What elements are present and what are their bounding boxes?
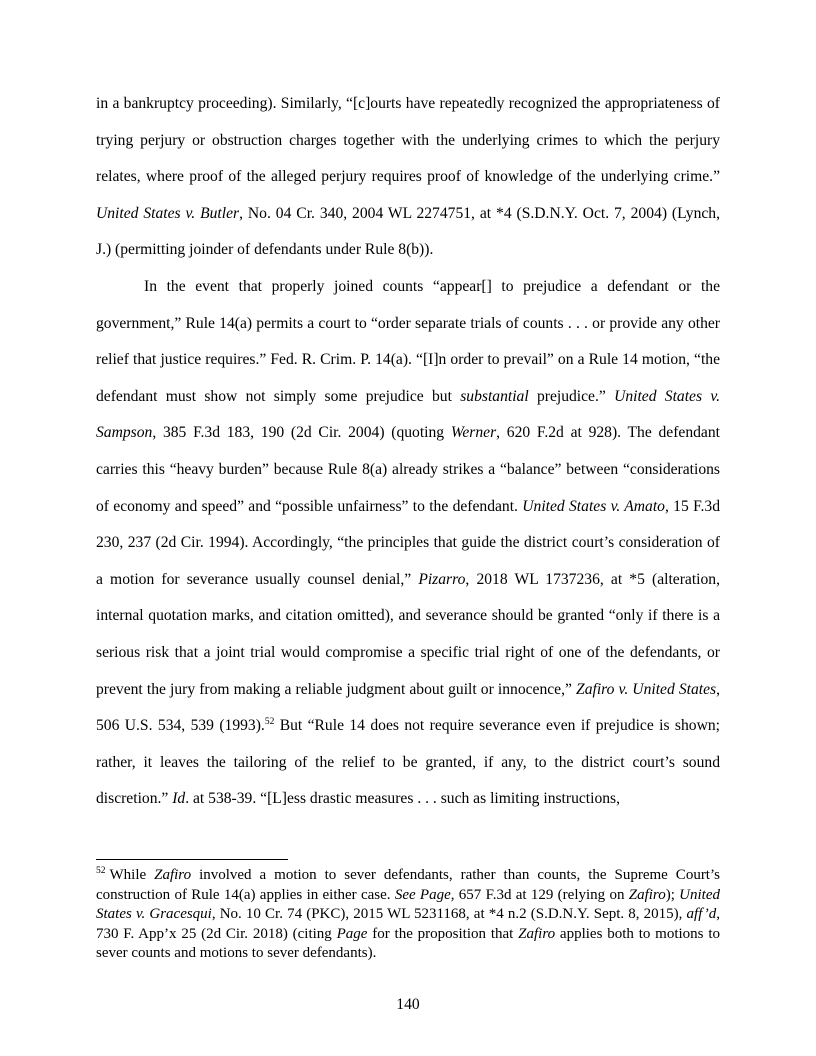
text-run: In the event that properly joined counts “appear[] to prejudice a defendant or the government,” Rule 14(a) permits a court to “order separate trials of counts . . . or provide any other relief that justice requires.” Fed. R. Crim. P. 14(a). “[I]n order to prevail” on a Rule 14 motion, “the defendant must show not simply some prejudice but: [96, 277, 720, 405]
case-citation: Pizarro: [418, 570, 466, 588]
case-citation: Zafiro: [518, 925, 556, 942]
case-citation: See Page: [394, 886, 451, 903]
footnote-number: 52: [96, 866, 106, 876]
text-run: , 385 F.3d 183, 190 (2d Cir. 2004) (quoting: [152, 424, 451, 442]
text-run: applies both to motions to sever counts and motions to sever defendants).: [96, 925, 720, 962]
text-run: for the proposition that: [367, 925, 519, 942]
page-number: 140: [396, 996, 420, 1013]
footnote: [96, 866, 720, 964]
case-citation: Werner: [450, 424, 497, 442]
text-run: prejudice.”: [528, 387, 615, 405]
text-run: , 620 F.2d at 928). The defendant carries this “heavy burden” because Rule 8(a) already strikes a “balance” between “considerations of economy and speed” and “possible unfairness” to the defendant.: [96, 424, 720, 515]
footnotes: [96, 866, 720, 964]
text-run: , No. 10 Cr. 74 (PKC), 2015 WL 5231168, at *4 n.2 (S.D.N.Y. Sept. 8, 2015),: [211, 906, 687, 923]
text-run: , 730 F. App’x 25 (2d Cir. 2018) (citing: [96, 906, 720, 942]
body-text: [96, 86, 720, 818]
text-run: . at 538-39. “[L]ess drastic measures . . . such as limiting instructions,: [185, 790, 621, 808]
paragraph: [96, 86, 720, 269]
footnote-separator: [96, 859, 288, 860]
case-citation: Id: [172, 790, 186, 808]
emphasis: substantial: [460, 387, 529, 405]
text-run: , 506 U.S. 534, 539 (1993).: [96, 680, 721, 735]
paragraph: [96, 269, 720, 818]
text-run: , 15 F.3d 230, 237 (2d Cir. 1994). Accordingly, “the principles that guide the district court’s consideration of a motion for severance usually counsel denial,”: [96, 497, 720, 588]
case-citation: United States v. Sampson: [96, 387, 720, 442]
text-run: , 2018 WL 1737236, at *5 (alteration, internal quotation marks, and citation omitted), and severance should be granted “only if there is a serious risk that a joint trial would compromise a specific trial right of one of the defendants, or prevent the jury from making a reliable judgment about guilt or innocence,”: [96, 570, 721, 698]
citation-signal: aff’d: [686, 906, 717, 923]
case-citation: United States v. Butler: [96, 204, 240, 222]
case-citation: Zafiro: [628, 886, 666, 903]
case-citation: United States v. Gracesqui: [96, 886, 720, 923]
case-citation: Zafiro: [154, 867, 192, 883]
footnote-reference[interactable]: 52: [264, 716, 275, 727]
text-run: );: [665, 886, 680, 903]
case-citation: Page: [336, 925, 368, 942]
case-citation: Zafiro v. United States: [576, 680, 717, 698]
text-run: involved a motion to sever defendants, rather than counts, the Supreme Court’s construction of Rule 14(a) applies in either case.: [96, 867, 720, 903]
text-run: But “Rule 14 does not require severance even if prejudice is shown; rather, it leaves the tailoring of the relief to be granted, if any, to the district court’s sound discretion.”: [96, 717, 720, 808]
text-run: , 657 F.3d at 129 (relying on: [450, 886, 629, 903]
text-run: While: [109, 867, 155, 883]
text-run: in a bankruptcy proceeding). Similarly, “[c]ourts have repeatedly recognized the appropriateness of trying perjury or obstruction charges together with the underlying crimes to which the perjury relates, where proof of the alleged perjury requires proof of knowledge of the underlying crime.”: [96, 95, 720, 186]
case-citation: United States v. Amato: [522, 497, 665, 515]
text-run: , No. 04 Cr. 340, 2004 WL 2274751, at *4 (S.D.N.Y. Oct. 7, 2004) (Lynch, J.) (permitting joinder of defendants under Rule 8(b)).: [96, 204, 720, 259]
